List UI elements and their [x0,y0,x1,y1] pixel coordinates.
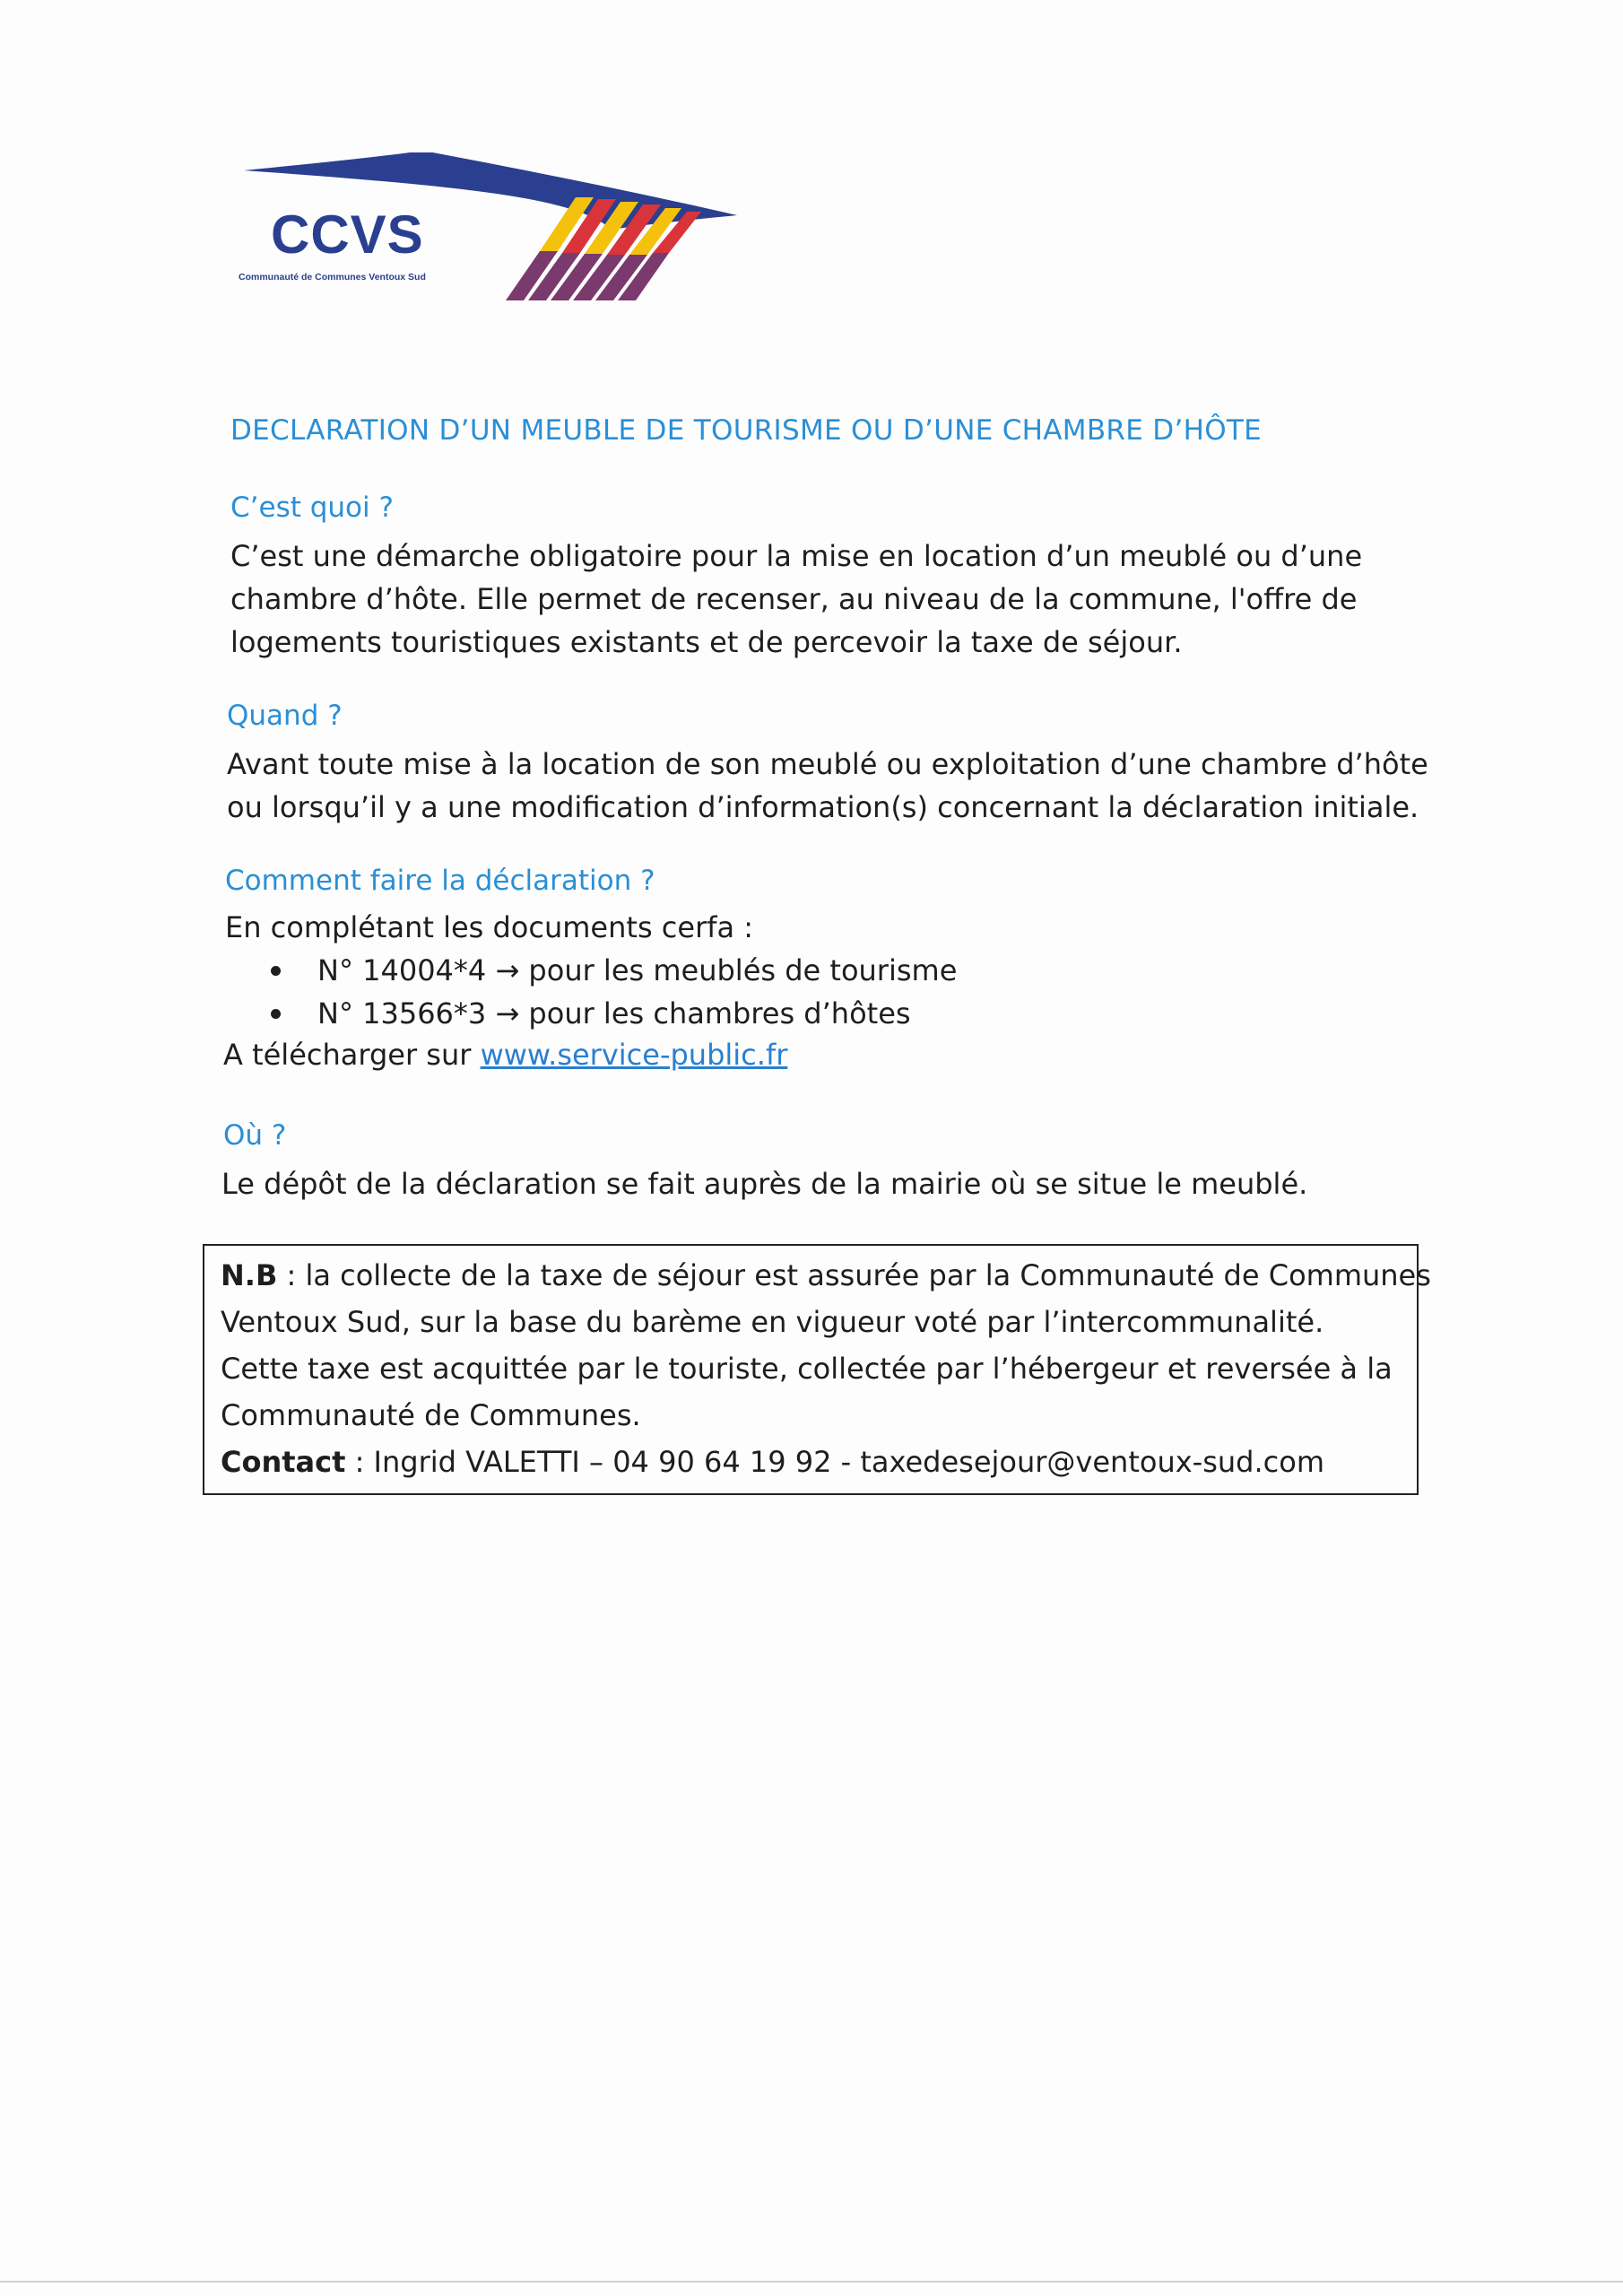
text-line: chambre d’hôte. Elle permet de recenser, au niveau de la commune, l'offre de [230,582,1358,616]
note-line-4: Communauté de Communes. [221,1398,641,1432]
text-line: ou lorsqu’il y a une modification d’information(s) concernant la déclaration initiale. [227,790,1419,824]
section-body-what [230,535,1362,664]
note-line-2: Ventoux Sud, sur la base du barème en vigueur voté par l’intercommunalité. [221,1305,1324,1339]
download-prefix: A télécharger sur [223,1038,481,1072]
logo-full-name: Communauté de Communes Ventoux Sud [239,272,426,283]
purple-stripes [506,251,669,300]
section-body-where: Le dépôt de la déclaration se fait auprès de la mairie où se situe le meublé. [221,1167,1308,1201]
service-public-link[interactable]: www.service-public.fr [480,1038,788,1072]
note-line-3: Cette taxe est acquittée par le touriste, collectée par l’hébergeur et reversée à la [221,1352,1393,1386]
note-line-1: N.B : la collecte de la taxe de séjour est assurée par la Communauté de Communes [221,1258,1431,1292]
section-body-when [227,743,1428,829]
bottom-divider [0,2281,1623,2283]
bullet-icon [271,966,281,976]
list-item [271,949,957,992]
section-heading-how: Comment faire la déclaration ? [225,865,655,897]
document-title: DECLARATION D’UN MEUBLE DE TOURISME OU D’UNE CHAMBRE D’HÔTE [230,414,1263,447]
logo-acronym: CCVS [271,204,424,265]
list-item-text: N° 14004*4 → pour les meublés de tourisme [317,953,958,987]
text-line: C’est une démarche obligatoire pour la mise en location d’un meublé ou d’une [230,539,1363,573]
section-heading-what: C’est quoi ? [230,491,394,524]
list-item [271,992,957,1035]
section-heading-when: Quand ? [227,700,343,732]
text-line: Avant toute mise à la location de son meublé ou exploitation d’une chambre d’hôte [227,747,1428,781]
contact-label: Contact [221,1445,346,1479]
section-heading-where: Où ? [223,1119,287,1152]
ccvs-logo [235,152,746,305]
text-line: logements touristiques existants et de percevoir la taxe de séjour. [230,625,1183,659]
section-intro-how: En complétant les documents cerfa : [225,910,754,944]
cerfa-list [271,949,957,1035]
nb-label: N.B [221,1258,278,1292]
contact-details: : Ingrid VALETTI – 04 90 64 19 92 - taxedesejour@ventoux-sud.com [345,1445,1324,1479]
contact-line [221,1445,1324,1479]
bullet-icon [271,1009,281,1019]
download-line [223,1033,787,1076]
note-box [203,1244,1431,1495]
list-item-text: N° 13566*3 → pour les chambres d’hôtes [317,996,911,1031]
